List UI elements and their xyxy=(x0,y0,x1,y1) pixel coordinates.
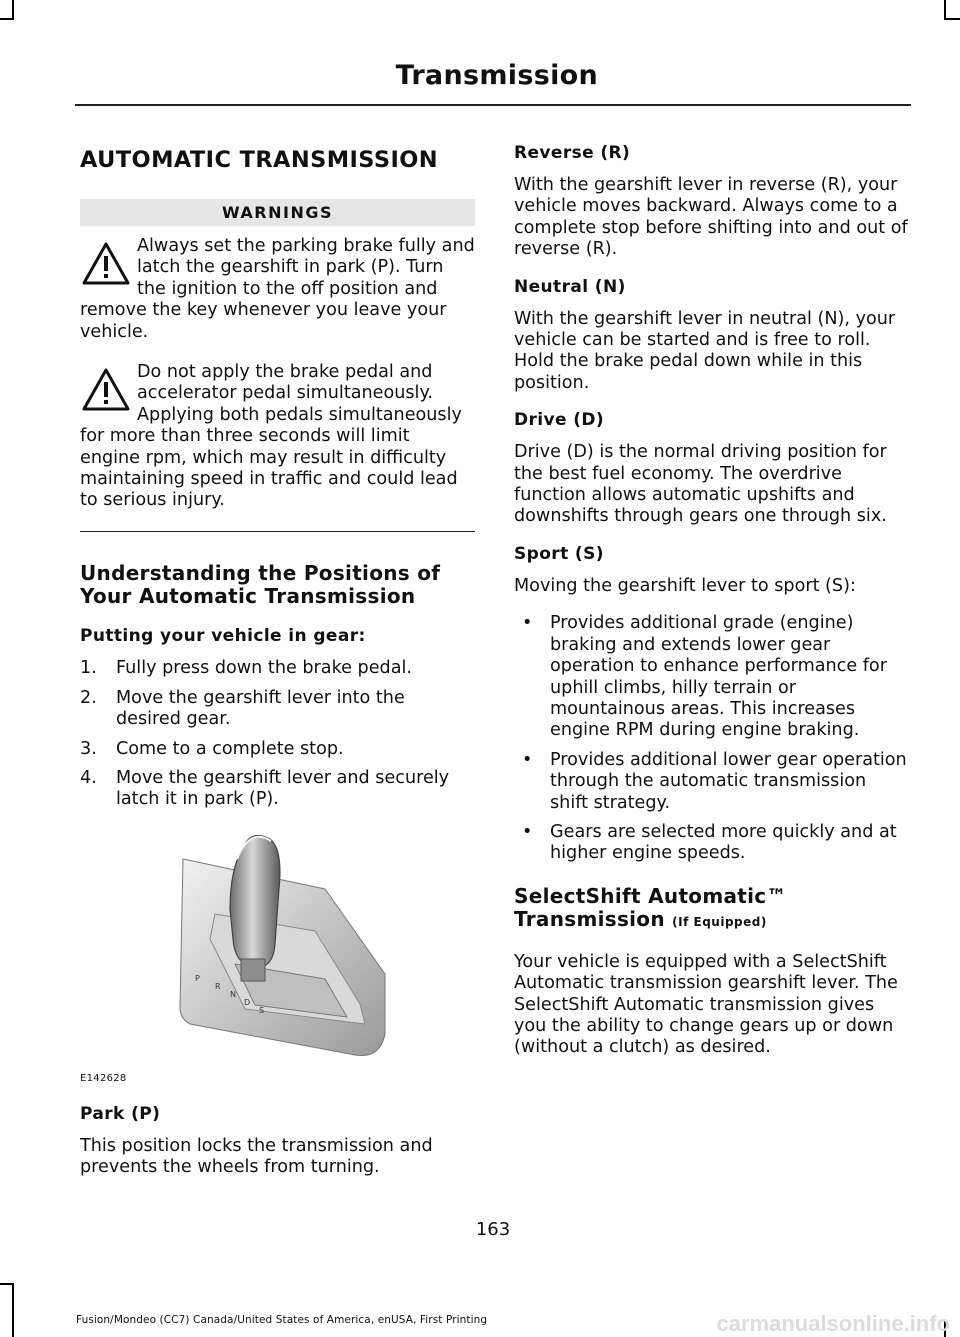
list-number: 1. xyxy=(80,658,97,679)
drive-text: Drive (D) is the normal driving position for the best fuel economy. The overdrive function allows automatic upshifts and downshifts through gears one through six. xyxy=(514,442,887,527)
list-text: Gears are selected more quickly and at higher engine speeds. xyxy=(550,821,897,864)
warnings-divider xyxy=(80,531,475,533)
neutral-heading: Neutral (N) xyxy=(514,276,626,297)
warning-text: Do not apply the brake pedal and accelerator pedal simultaneously. Applying both pedals simultaneously for more than three seconds will limit engine rpm, which may result in difficulty maintaining speed in traffic and could lead to serious injury. xyxy=(80,362,462,511)
list-text: Come to a complete stop. xyxy=(116,738,344,759)
crop-mark xyxy=(0,1283,14,1285)
park-text: This position locks the transmission and prevents the wheels from turning. xyxy=(80,1135,433,1178)
crop-mark xyxy=(944,18,960,20)
gate-letter: P xyxy=(195,973,200,983)
selectshift-text: Your vehicle is equipped with a SelectShift Automatic transmission gearshift lever. The SelectShift Automatic transmission gives you the ability to change gears up or down (without a clutch) as desired. xyxy=(514,951,898,1058)
selectshift-heading xyxy=(514,885,909,934)
list-number: 3. xyxy=(80,738,97,759)
page-header-title: Transmission xyxy=(395,60,598,91)
reverse-text: With the gearshift lever in reverse (R), your vehicle moves backward. Always come to a complete stop before shifting into and out of reverse (R). xyxy=(514,175,908,260)
right-column xyxy=(514,143,909,1075)
gate-letter: R xyxy=(215,981,221,991)
crop-mark xyxy=(0,18,14,20)
gate-letter: D xyxy=(244,997,251,1007)
warning-triangle-icon xyxy=(80,366,132,414)
list-text: Move the gearshift lever and securely latch it in park (P). xyxy=(116,768,450,810)
warning-item xyxy=(80,362,475,512)
crop-mark xyxy=(944,0,946,20)
list-item xyxy=(514,750,909,814)
park-heading: Park (P) xyxy=(80,1103,161,1124)
header-divider xyxy=(75,104,911,106)
list-item xyxy=(80,768,475,811)
page-number: 163 xyxy=(475,1219,511,1240)
list-item xyxy=(80,658,475,679)
bullet-icon: • xyxy=(522,821,533,842)
gearshift-figure xyxy=(80,819,475,1084)
crop-mark xyxy=(12,1283,14,1337)
warning-item xyxy=(80,236,475,343)
selectshift-heading-line2: Transmission xyxy=(514,906,665,931)
list-item xyxy=(514,822,909,865)
equipped-note: (If Equipped) xyxy=(672,914,767,929)
selectshift-heading-line1: SelectShift Automatic™ xyxy=(514,883,787,908)
sport-intro: Moving the gearshift lever to sport (S): xyxy=(514,575,856,596)
left-column xyxy=(80,143,475,1195)
list-text: Fully press down the brake pedal. xyxy=(116,658,412,679)
list-number: 2. xyxy=(80,687,97,708)
list-number: 4. xyxy=(80,768,97,788)
drive-heading: Drive (D) xyxy=(514,410,605,431)
gearshift-illustration xyxy=(175,819,390,1069)
gate-letter: N xyxy=(230,989,236,999)
warning-triangle-icon xyxy=(80,240,132,288)
figure-code: E142628 xyxy=(80,1072,127,1084)
section-title: AUTOMATIC TRANSMISSION xyxy=(80,147,439,173)
gate-letter: S xyxy=(259,1005,265,1015)
gear-heading: Putting your vehicle in gear: xyxy=(80,626,366,647)
list-item xyxy=(80,688,475,731)
footer-text: Fusion/Mondeo (CC7) Canada/United States of America, enUSA, First Printing xyxy=(76,1314,488,1326)
crop-mark xyxy=(12,0,14,20)
reverse-heading: Reverse (R) xyxy=(514,143,631,163)
list-item xyxy=(514,613,909,741)
warning-text: Always set the parking brake fully and latch the gearshift in park (P). Turn the ignition to the off position and remove the key whenever you leave your vehicle. xyxy=(80,236,475,342)
list-text: Move the gearshift lever into the desired gear. xyxy=(116,687,405,730)
list-text: Provides additional grade (engine) braking and extends lower gear operation to enhance performance for uphill climbs, hilly terrain or mountainous areas. This increases engine RPM during engine braking. xyxy=(550,613,887,741)
list-text: Provides additional lower gear operation through the automatic transmission shift strategy. xyxy=(550,749,907,813)
positions-heading: Understanding the Positions of Your Automatic Transmission xyxy=(80,561,441,609)
bullet-icon: • xyxy=(522,613,533,634)
sport-heading: Sport (S) xyxy=(514,543,604,564)
neutral-text: With the gearshift lever in neutral (N), your vehicle can be started and is free to roll. Hold the brake pedal down while in this position. xyxy=(514,308,896,393)
list-item xyxy=(80,739,475,760)
bullet-icon: • xyxy=(522,749,533,770)
warnings-title: WARNINGS xyxy=(80,199,475,226)
watermark: carmanualsonline.info xyxy=(716,1311,950,1336)
